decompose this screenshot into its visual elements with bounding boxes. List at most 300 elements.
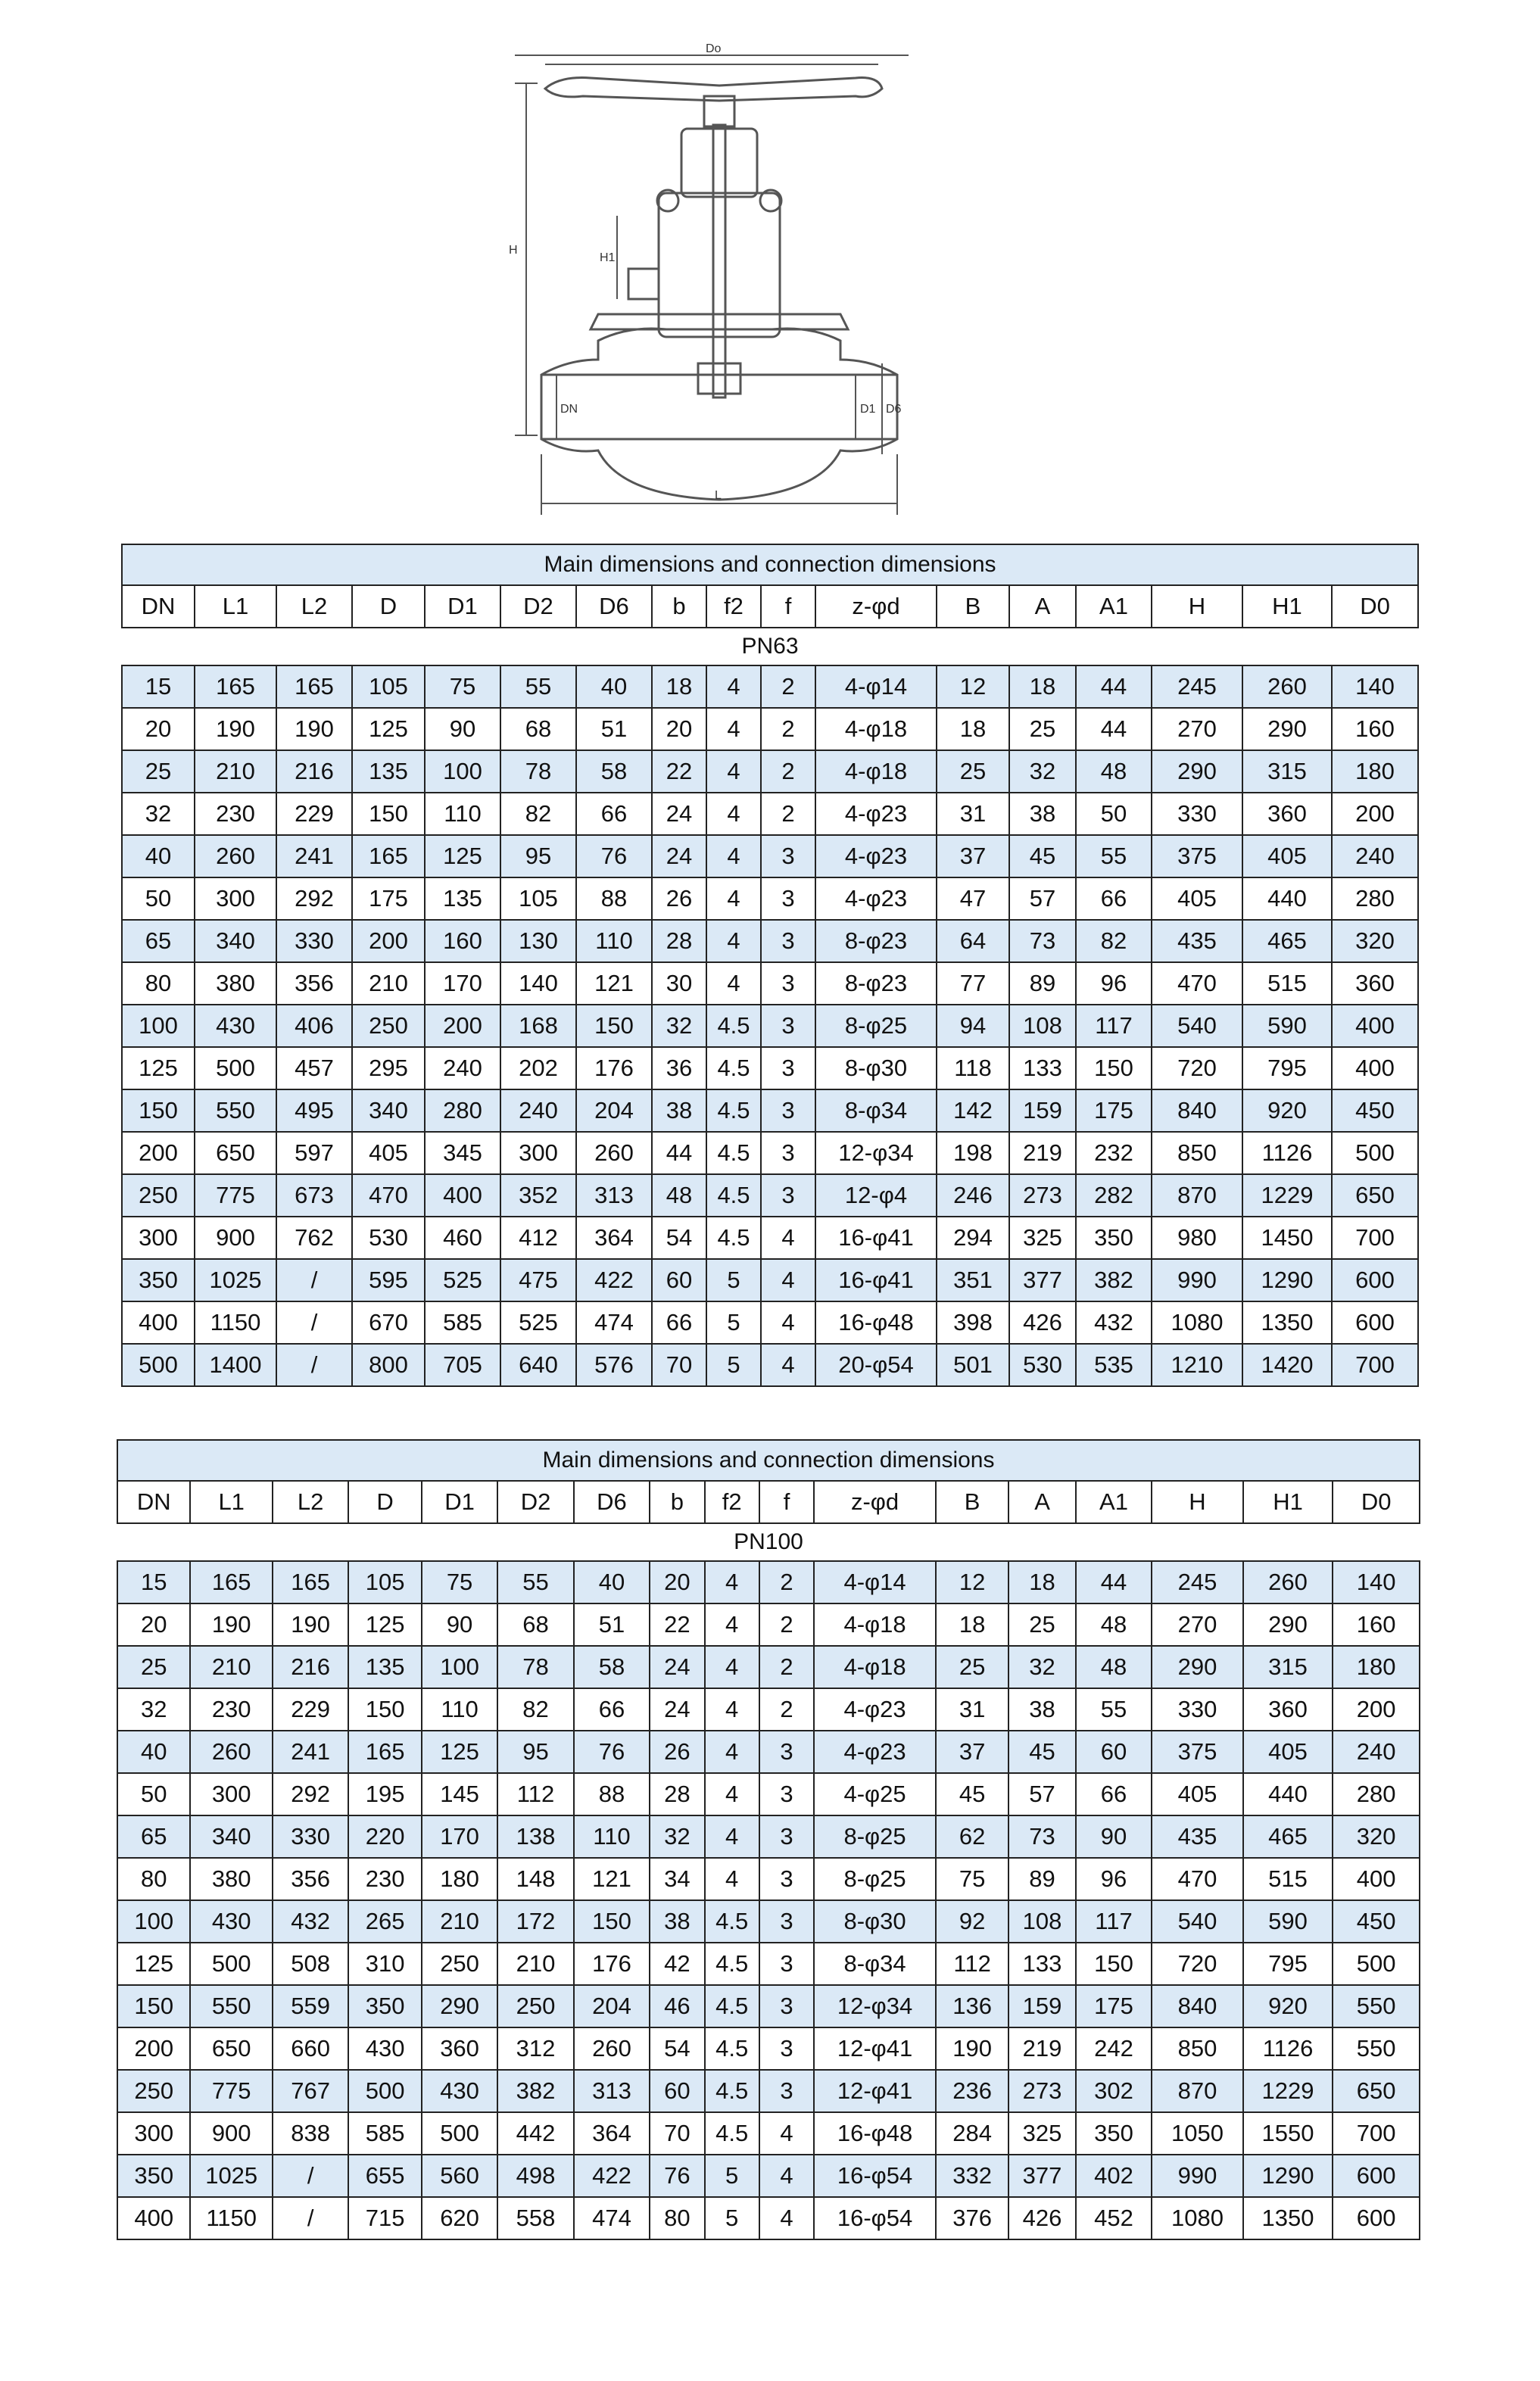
- table-cell: 75: [422, 1561, 497, 1603]
- table-cell: 350: [1076, 1217, 1152, 1259]
- column-header: L1: [190, 1481, 273, 1523]
- table-cell: 77: [937, 962, 1009, 1005]
- column-header: H: [1152, 1481, 1243, 1523]
- table-cell: 210: [422, 1900, 497, 1943]
- table-cell: 175: [1076, 1985, 1152, 2027]
- table-cell: 775: [195, 1174, 276, 1217]
- table-cell: 138: [497, 1815, 573, 1858]
- table-row: [117, 1561, 1420, 1603]
- table-row: [122, 962, 1418, 1005]
- table-cell: 402: [1076, 2155, 1152, 2197]
- table-cell: 200: [352, 920, 425, 962]
- table-cell: 525: [500, 1301, 576, 1344]
- table-row: [117, 1646, 1420, 1688]
- table-cell: 4.5: [705, 2112, 759, 2155]
- table-cell: 202: [500, 1047, 576, 1089]
- table-cell: 60: [652, 1259, 706, 1301]
- table-cell: 3: [759, 1900, 814, 1943]
- table-cell: 310: [348, 1943, 421, 1985]
- table-cell: 4: [759, 2197, 814, 2239]
- table-cell: 300: [117, 2112, 190, 2155]
- table-cell: 767: [273, 2070, 348, 2112]
- table-cell: 94: [937, 1005, 1009, 1047]
- table-cell: 54: [652, 1217, 706, 1259]
- table-cell: 64: [937, 920, 1009, 962]
- table-cell: 55: [1076, 835, 1152, 877]
- table-cell: 4: [705, 1688, 759, 1731]
- table-cell: 4: [705, 1815, 759, 1858]
- table-cell: 42: [650, 1943, 704, 1985]
- table-cell: 1550: [1243, 2112, 1333, 2155]
- column-header: B: [936, 1481, 1008, 1523]
- table-cell: 4: [706, 750, 761, 793]
- table-cell: 435: [1152, 920, 1242, 962]
- table-cell: 18: [937, 708, 1009, 750]
- table-cell: 175: [1076, 1089, 1152, 1132]
- table-row: [122, 920, 1418, 962]
- table-cell: 165: [190, 1561, 273, 1603]
- table-cell: 22: [652, 750, 706, 793]
- table-cell: 345: [425, 1132, 500, 1174]
- table-cell: 65: [122, 920, 195, 962]
- table-row: [122, 793, 1418, 835]
- table-cell: 850: [1152, 1132, 1242, 1174]
- table-cell: 70: [652, 1344, 706, 1386]
- table-cell: 4: [705, 1731, 759, 1773]
- label-h: H: [509, 244, 518, 257]
- table-cell: 4: [705, 1646, 759, 1688]
- table-cell: 1290: [1242, 1259, 1332, 1301]
- table-cell: 1350: [1242, 1301, 1332, 1344]
- table-cell: 55: [497, 1561, 573, 1603]
- table-cell: 20: [652, 708, 706, 750]
- table-cell: 530: [352, 1217, 425, 1259]
- table-cell: 775: [190, 2070, 273, 2112]
- table-cell: 48: [1076, 1646, 1152, 1688]
- table-cell: 54: [650, 2027, 704, 2070]
- table-cell: 595: [352, 1259, 425, 1301]
- table-cell: 117: [1076, 1900, 1152, 1943]
- table-cell: 356: [276, 962, 352, 1005]
- table-cell: 160: [1332, 708, 1418, 750]
- table-cell: 242: [1076, 2027, 1152, 2070]
- table-cell: 4-φ25: [814, 1773, 936, 1815]
- table-cell: 558: [497, 2197, 573, 2239]
- table-cell: 90: [1076, 1815, 1152, 1858]
- table-cell: 3: [759, 1943, 814, 1985]
- table-cell: 715: [348, 2197, 421, 2239]
- table-cell: 4-φ23: [814, 1688, 936, 1731]
- table-cell: 400: [117, 2197, 190, 2239]
- table-row: [122, 1344, 1418, 1386]
- table-cell: 8-φ25: [814, 1815, 936, 1858]
- table-cell: 2: [759, 1603, 814, 1646]
- table-cell: 89: [1008, 1858, 1075, 1900]
- table-cell: 125: [117, 1943, 190, 1985]
- table-cell: 190: [276, 708, 352, 750]
- table-cell: 350: [348, 1985, 421, 2027]
- table-cell: 18: [936, 1603, 1008, 1646]
- table-row: [117, 2070, 1420, 2112]
- table-cell: 25: [936, 1646, 1008, 1688]
- table-cell: 176: [576, 1047, 652, 1089]
- table-cell: 44: [1076, 665, 1152, 708]
- table-cell: 4: [706, 835, 761, 877]
- column-header: f2: [706, 585, 761, 628]
- table-cell: 380: [195, 962, 276, 1005]
- table-cell: 650: [1332, 1174, 1418, 1217]
- table-cell: 58: [576, 750, 652, 793]
- column-header: DN: [117, 1481, 190, 1523]
- table-cell: 50: [117, 1773, 190, 1815]
- table-cell: 135: [352, 750, 425, 793]
- table-cell: 105: [500, 877, 576, 920]
- table-cell: 200: [425, 1005, 500, 1047]
- column-header: D1: [425, 585, 500, 628]
- table-cell: 165: [352, 835, 425, 877]
- table-cell: 140: [1332, 665, 1418, 708]
- table-cell: 3: [761, 962, 815, 1005]
- table-cell: 12-φ41: [814, 2070, 936, 2112]
- table-cell: 12: [937, 665, 1009, 708]
- table-cell: 216: [276, 750, 352, 793]
- table-cell: 313: [576, 1174, 652, 1217]
- table-cell: 4.5: [706, 1217, 761, 1259]
- table-cell: 117: [1076, 1005, 1152, 1047]
- table-cell: 650: [1333, 2070, 1420, 2112]
- table-cell: 377: [1008, 2155, 1075, 2197]
- table-cell: 4-φ23: [815, 835, 937, 877]
- table-cell: 4: [706, 708, 761, 750]
- column-header: L1: [195, 585, 276, 628]
- table-row: [122, 1089, 1418, 1132]
- table-cell: 4-φ18: [814, 1646, 936, 1688]
- table-cell: 62: [936, 1815, 1008, 1858]
- table-cell: 4.5: [706, 1005, 761, 1047]
- table-cell: 260: [574, 2027, 650, 2070]
- table-cell: 4: [705, 1603, 759, 1646]
- table-cell: 4.5: [706, 1174, 761, 1217]
- table-cell: 600: [1332, 1301, 1418, 1344]
- table-cell: 16-φ41: [815, 1259, 937, 1301]
- table-cell: 45: [1009, 835, 1076, 877]
- table-cell: 290: [422, 1985, 497, 2027]
- table-cell: 28: [652, 920, 706, 962]
- table-cell: 180: [422, 1858, 497, 1900]
- table-cell: 88: [576, 877, 652, 920]
- table-cell: 440: [1243, 1773, 1333, 1815]
- table-cell: 160: [1333, 1603, 1420, 1646]
- table-cell: 220: [348, 1815, 421, 1858]
- table-cell: 2: [759, 1561, 814, 1603]
- table-cell: 330: [1152, 1688, 1243, 1731]
- table-cell: 406: [276, 1005, 352, 1047]
- label-dn: DN: [560, 403, 578, 416]
- table-cell: 280: [1333, 1773, 1420, 1815]
- table-cell: 190: [273, 1603, 348, 1646]
- table-cell: 108: [1009, 1005, 1076, 1047]
- table-cell: 364: [574, 2112, 650, 2155]
- table-cell: 25: [1009, 708, 1076, 750]
- table-cell: 450: [1333, 1900, 1420, 1943]
- table-cell: 1080: [1152, 2197, 1243, 2239]
- table-cell: 50: [122, 877, 195, 920]
- table-cell: 3: [759, 2070, 814, 2112]
- table-cell: 236: [936, 2070, 1008, 2112]
- table-cell: 65: [117, 1815, 190, 1858]
- table-cell: 32: [1008, 1646, 1075, 1688]
- table-cell: 8-φ30: [815, 1047, 937, 1089]
- table-cell: 112: [936, 1943, 1008, 1985]
- table-cell: 159: [1008, 1985, 1075, 2027]
- table-cell: 250: [117, 2070, 190, 2112]
- table-cell: 282: [1076, 1174, 1152, 1217]
- table-cell: 3: [761, 877, 815, 920]
- table-cell: 870: [1152, 1174, 1242, 1217]
- table-cell: 292: [276, 877, 352, 920]
- table-cell: 66: [652, 1301, 706, 1344]
- table-cell: 78: [497, 1646, 573, 1688]
- table-cell: 4: [705, 1773, 759, 1815]
- table-cell: 2: [761, 750, 815, 793]
- table-cell: 800: [352, 1344, 425, 1386]
- table-cell: 40: [122, 835, 195, 877]
- table-cell: 460: [425, 1217, 500, 1259]
- table-cell: 16-φ48: [815, 1301, 937, 1344]
- table-cell: 90: [425, 708, 500, 750]
- table-cell: 352: [500, 1174, 576, 1217]
- table-cell: 176: [574, 1943, 650, 1985]
- table-cell: 140: [1333, 1561, 1420, 1603]
- table-cell: 4: [706, 665, 761, 708]
- column-header: B: [937, 585, 1009, 628]
- table-row: [117, 2155, 1420, 2197]
- table-cell: 405: [1152, 877, 1242, 920]
- table-cell: 500: [122, 1344, 195, 1386]
- table-cell: 560: [422, 2155, 497, 2197]
- table-cell: 15: [122, 665, 195, 708]
- table-cell: 12-φ34: [814, 1985, 936, 2027]
- table-cell: 320: [1333, 1815, 1420, 1858]
- table-cell: 340: [352, 1089, 425, 1132]
- table-cell: 1025: [195, 1259, 276, 1301]
- table-cell: 3: [761, 1174, 815, 1217]
- table-cell: 535: [1076, 1344, 1152, 1386]
- table-cell: 640: [500, 1344, 576, 1386]
- table-cell: 38: [1008, 1688, 1075, 1731]
- table-cell: 24: [652, 835, 706, 877]
- pressure-class-label: PN63: [122, 628, 1418, 665]
- table-cell: 250: [122, 1174, 195, 1217]
- table-cell: 198: [937, 1132, 1009, 1174]
- table-cell: 2: [761, 665, 815, 708]
- table-cell: 58: [574, 1646, 650, 1688]
- table-cell: 474: [574, 2197, 650, 2239]
- table-cell: 700: [1333, 2112, 1420, 2155]
- table-cell: 55: [1076, 1688, 1152, 1731]
- table-cell: 40: [576, 665, 652, 708]
- table-cell: 870: [1152, 2070, 1243, 2112]
- table-cell: 295: [352, 1047, 425, 1089]
- table-cell: 48: [1076, 1603, 1152, 1646]
- table-cell: 230: [190, 1688, 273, 1731]
- table-cell: 150: [576, 1005, 652, 1047]
- table-cell: 4: [761, 1344, 815, 1386]
- table-cell: 1450: [1242, 1217, 1332, 1259]
- table-cell: 18: [652, 665, 706, 708]
- table-cell: 133: [1009, 1047, 1076, 1089]
- table-cell: 1080: [1152, 1301, 1242, 1344]
- table-cell: 280: [425, 1089, 500, 1132]
- table-row: [117, 1858, 1420, 1900]
- table-cell: 216: [273, 1646, 348, 1688]
- column-header: A: [1009, 585, 1076, 628]
- table-cell: 4: [759, 2155, 814, 2197]
- table-cell: 82: [1076, 920, 1152, 962]
- table-cell: 405: [1242, 835, 1332, 877]
- table-cell: 292: [273, 1773, 348, 1815]
- table-row: [122, 1301, 1418, 1344]
- table-row: [117, 1773, 1420, 1815]
- table-cell: 8-φ25: [815, 1005, 937, 1047]
- table-cell: 700: [1332, 1344, 1418, 1386]
- column-header: D2: [497, 1481, 573, 1523]
- table-cell: 170: [422, 1815, 497, 1858]
- column-header: H1: [1242, 585, 1332, 628]
- table-cell: 422: [574, 2155, 650, 2197]
- table-cell: 80: [117, 1858, 190, 1900]
- table-cell: 284: [936, 2112, 1008, 2155]
- table-cell: 838: [273, 2112, 348, 2155]
- table-cell: /: [276, 1344, 352, 1386]
- column-header: f: [759, 1481, 814, 1523]
- table-cell: 90: [422, 1603, 497, 1646]
- table-cell: 8-φ25: [814, 1858, 936, 1900]
- table-row: [117, 1985, 1420, 2027]
- column-header: f2: [705, 1481, 759, 1523]
- table-cell: 382: [1076, 1259, 1152, 1301]
- table-cell: 4: [706, 793, 761, 835]
- table-cell: 364: [576, 1217, 652, 1259]
- table-cell: 37: [936, 1731, 1008, 1773]
- table-cell: 1210: [1152, 1344, 1242, 1386]
- table-cell: 45: [936, 1773, 1008, 1815]
- table-cell: 46: [650, 1985, 704, 2027]
- table-cell: 1290: [1243, 2155, 1333, 2197]
- table-cell: 12: [936, 1561, 1008, 1603]
- table-cell: 576: [576, 1344, 652, 1386]
- table-cell: 432: [1076, 1301, 1152, 1344]
- table-row: [117, 1603, 1420, 1646]
- table-row: [122, 1259, 1418, 1301]
- table-cell: 4: [706, 877, 761, 920]
- table-cell: 75: [425, 665, 500, 708]
- table-cell: 360: [422, 2027, 497, 2070]
- table-cell: 8-φ23: [815, 962, 937, 1005]
- table-cell: 150: [1076, 1943, 1152, 1985]
- table-cell: 3: [761, 1047, 815, 1089]
- table-cell: 32: [652, 1005, 706, 1047]
- table-cell: 50: [1076, 793, 1152, 835]
- table-cell: 585: [425, 1301, 500, 1344]
- table-cell: 795: [1242, 1047, 1332, 1089]
- table-cell: 180: [1332, 750, 1418, 793]
- table-cell: 500: [422, 2112, 497, 2155]
- label-h1: H1: [600, 251, 616, 264]
- table-cell: 125: [425, 835, 500, 877]
- table-cell: 600: [1332, 1259, 1418, 1301]
- table-cell: 150: [574, 1900, 650, 1943]
- table-cell: 920: [1243, 1985, 1333, 2027]
- table-cell: 150: [117, 1985, 190, 2027]
- table-row: [117, 1900, 1420, 1943]
- table-cell: 219: [1008, 2027, 1075, 2070]
- table-cell: 260: [1242, 665, 1332, 708]
- table-cell: 92: [936, 1900, 1008, 1943]
- table-cell: 4-φ18: [815, 750, 937, 793]
- table-cell: 550: [195, 1089, 276, 1132]
- column-header: L2: [276, 585, 352, 628]
- table-cell: 3: [761, 1089, 815, 1132]
- table-cell: 300: [195, 877, 276, 920]
- table-cell: 125: [422, 1731, 497, 1773]
- column-header: D6: [576, 585, 652, 628]
- table-cell: 1025: [190, 2155, 273, 2197]
- table-cell: 650: [190, 2027, 273, 2070]
- table-cell: 95: [500, 835, 576, 877]
- table-cell: 260: [576, 1132, 652, 1174]
- table-cell: 290: [1152, 750, 1242, 793]
- column-header: A1: [1076, 1481, 1152, 1523]
- table-cell: 400: [1332, 1047, 1418, 1089]
- table-cell: 3: [761, 920, 815, 962]
- table-cell: 300: [122, 1217, 195, 1259]
- table-cell: /: [273, 2197, 348, 2239]
- table-cell: 108: [1008, 1900, 1075, 1943]
- table-cell: 38: [650, 1900, 704, 1943]
- table-cell: 140: [500, 962, 576, 1005]
- table-cell: 40: [574, 1561, 650, 1603]
- table-cell: 118: [937, 1047, 1009, 1089]
- table-cell: 330: [276, 920, 352, 962]
- table-cell: 240: [1332, 835, 1418, 877]
- table-cell: 4-φ23: [814, 1731, 936, 1773]
- table-cell: 175: [352, 877, 425, 920]
- table-cell: 4.5: [706, 1132, 761, 1174]
- table-cell: 4.5: [706, 1047, 761, 1089]
- table-cell: 375: [1152, 835, 1242, 877]
- table-cell: 495: [276, 1089, 352, 1132]
- table-cell: 230: [195, 793, 276, 835]
- table-cell: 34: [650, 1858, 704, 1900]
- table-cell: 89: [1009, 962, 1076, 1005]
- table-cell: 432: [273, 1900, 348, 1943]
- label-do: Do: [706, 42, 722, 55]
- table-cell: 32: [117, 1688, 190, 1731]
- table-cell: 920: [1242, 1089, 1332, 1132]
- table-cell: /: [276, 1301, 352, 1344]
- table-cell: 105: [348, 1561, 421, 1603]
- table-cell: 57: [1008, 1773, 1075, 1815]
- table-cell: 150: [122, 1089, 195, 1132]
- table-cell: 705: [425, 1344, 500, 1386]
- table-row: [122, 708, 1418, 750]
- table-row: [117, 1815, 1420, 1858]
- table-cell: 300: [190, 1773, 273, 1815]
- table-cell: 36: [652, 1047, 706, 1089]
- table-cell: 82: [500, 793, 576, 835]
- table-cell: 2: [759, 1646, 814, 1688]
